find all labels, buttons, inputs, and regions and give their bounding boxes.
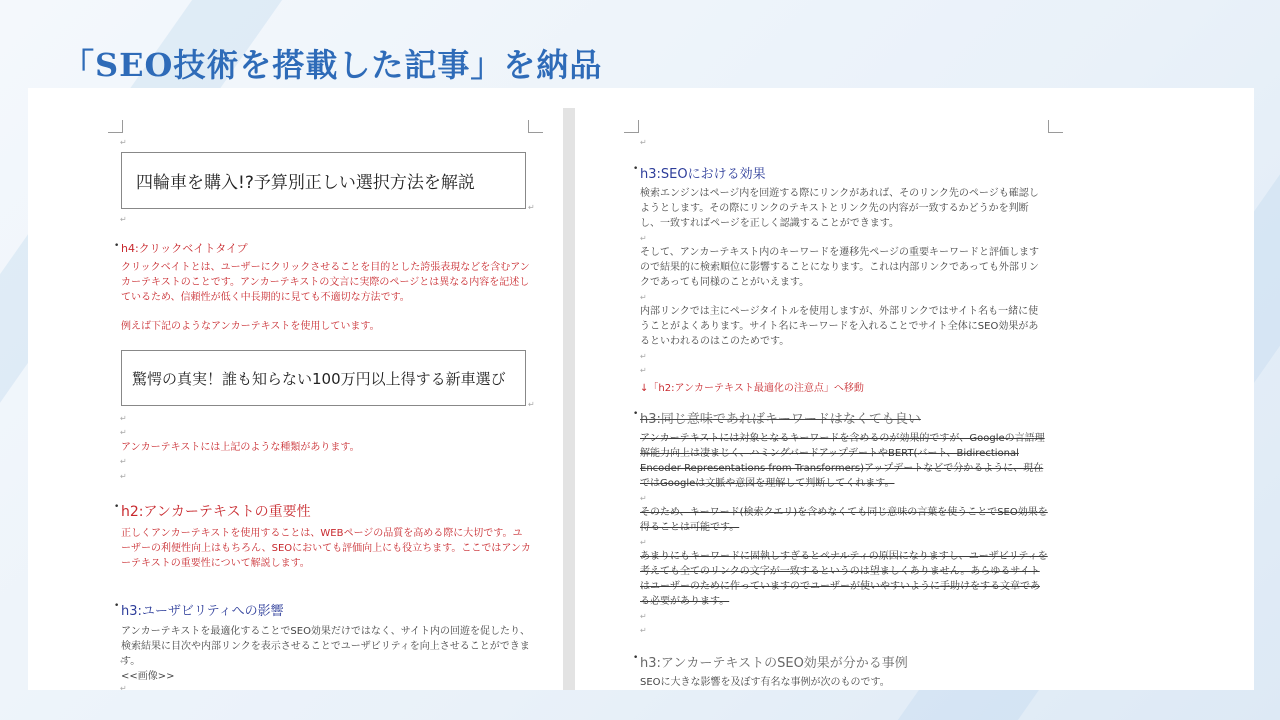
crop-mark bbox=[1048, 120, 1063, 133]
paragraph-mark bbox=[640, 538, 647, 548]
paragraph-mark bbox=[640, 138, 647, 148]
example-anchor-box bbox=[121, 350, 526, 406]
title-box-text: 四輪車を購入!?予算別正しい選択方法を解説 bbox=[136, 173, 475, 193]
seo-effect-paragraph-3: 内部リンクでは主にページタイトルを使用しますが、外部リンクではサイト名も一緒に使うことがよくあります。サイト名にキーワードを入れることでサイト全体にSEO効果があるといわれるのはこのためです。 bbox=[640, 306, 1039, 347]
page-gutter bbox=[563, 108, 575, 690]
paragraph-mark bbox=[120, 472, 127, 482]
paragraph-mark bbox=[640, 293, 647, 303]
heading-h3-cases: • h3:アンカーテキストのSEO効果が分かる事例 bbox=[633, 653, 908, 671]
document-page-left bbox=[68, 88, 548, 690]
paragraph-mark bbox=[120, 428, 127, 438]
paragraph-mark bbox=[640, 626, 647, 636]
same-meaning-paragraph-3: あまりにもキーワードに固執しすぎるとペナルティの原因になりますし、ユーザビリティを考えても全てのリンクの文字が一致するというのは望ましくありません。あらゆるサイトはユーザーのために作っていますのでユーザーが使いやすいように手助けをする文章である必要があります。 bbox=[640, 551, 1048, 607]
cases-paragraph: SEOに大きな影響を及ぼす有名な事例が次のものです。 bbox=[640, 677, 890, 688]
paragraph-mark bbox=[640, 352, 647, 362]
paragraph-mark bbox=[640, 612, 647, 622]
paragraph-mark bbox=[120, 414, 127, 424]
paragraph-mark bbox=[640, 494, 647, 504]
image-placeholder: <<画像>> bbox=[121, 671, 175, 682]
document-sheet bbox=[28, 88, 1254, 690]
heading-h2-importance: • h2:アンカーテキストの重要性 bbox=[114, 502, 311, 520]
same-meaning-paragraph-1: アンカーテキストには対象となるキーワードを含めるのが効果的ですが、Googleの言語理解能力向上は凄まじく、ハミングバードアップデートやBERT(バート、Bidirectional Encoder Representations from Transformers)アップデートなどで分かるように、現在ではGoogleは文脈や意図を理解して判断してくれます。 bbox=[640, 433, 1045, 489]
paragraph-mark bbox=[528, 400, 535, 410]
importance-paragraph: 正しくアンカーテキストを使用することは、WEBページの品質を高める際に大切です。ユーザーの利便性向上はもちろん、SEOにおいても評価向上にも役立ちます。ここではアンカーテキストの重要性について解説します。 bbox=[121, 528, 531, 569]
clickbait-paragraph: クリックベイトとは、ユーザーにクリックさせることを目的とした誇張表現などを含むアンカーテキストのことです。アンカーテキストの文言に実際のページとは異なる内容を記述しているため、信頼性が低く中長期的に見ても不適切な方法です。 bbox=[121, 262, 530, 303]
title-box bbox=[121, 152, 526, 209]
same-meaning-paragraph-2: そのため、キーワード(検索クエリ)を含めなくても同じ意味の言葉を使うことでSEO効果を得ることは可能です。 bbox=[640, 507, 1048, 533]
slide-headline: 「SEO技術を搭載した記事」を納品 bbox=[62, 46, 603, 84]
paragraph-mark bbox=[120, 684, 127, 690]
paragraph-mark bbox=[120, 457, 127, 467]
paragraph-mark bbox=[640, 366, 647, 376]
heading-h3-same-meaning: • h3:同じ意味であればキーワードはなくても良い bbox=[633, 409, 921, 427]
heading-h3-seo-effect: • h3:SEOにおける効果 bbox=[633, 164, 766, 182]
example-anchor-text: 驚愕の真実！誰も知らない100万円以上得する新車選び bbox=[132, 369, 506, 388]
paragraph-mark bbox=[528, 203, 535, 213]
seo-effect-paragraph-2: そして、アンカーテキスト内のキーワードを遷移先ページの重要キーワードと評価しますので結果的に検索順位に影響することになります。これは内部リンクであっても外部リンクであっても同様のことがいえます。 bbox=[640, 247, 1039, 288]
crop-mark bbox=[108, 120, 123, 133]
document-page-right bbox=[624, 88, 1064, 690]
heading-h3-usability: • h3:ユーザビリティへの影響 bbox=[114, 601, 284, 619]
seo-effect-paragraph-1: 検索エンジンはページ内を回遊する際にリンクがあれば、そのリンク先のページも確認しようとします。その際にリンクのテキストとリンク先の内容が一致するかどうかを判断し、一致すればページを正しく認識することができます。 bbox=[640, 188, 1039, 229]
move-note: ↓「h2:アンカーテキスト最適化の注意点」へ移動 bbox=[640, 383, 864, 394]
paragraph-mark bbox=[120, 657, 127, 667]
paragraph-mark bbox=[120, 138, 127, 148]
types-note: アンカーテキストには上記のような種類があります。 bbox=[121, 442, 360, 453]
paragraph-mark bbox=[640, 234, 647, 244]
usability-paragraph: アンカーテキストを最適化することでSEO効果だけではなく、サイト内の回遊を促したり、検索結果に目次や内部リンクを表示させることでユーザビリティを向上させることができます。 bbox=[121, 626, 531, 667]
paragraph-mark bbox=[120, 215, 127, 225]
heading-h4-clickbait: • h4:クリックベイトタイプ bbox=[114, 241, 248, 255]
crop-mark bbox=[624, 120, 639, 133]
crop-mark bbox=[528, 120, 543, 133]
example-intro: 例えば下記のようなアンカーテキストを使用しています。 bbox=[121, 321, 380, 332]
